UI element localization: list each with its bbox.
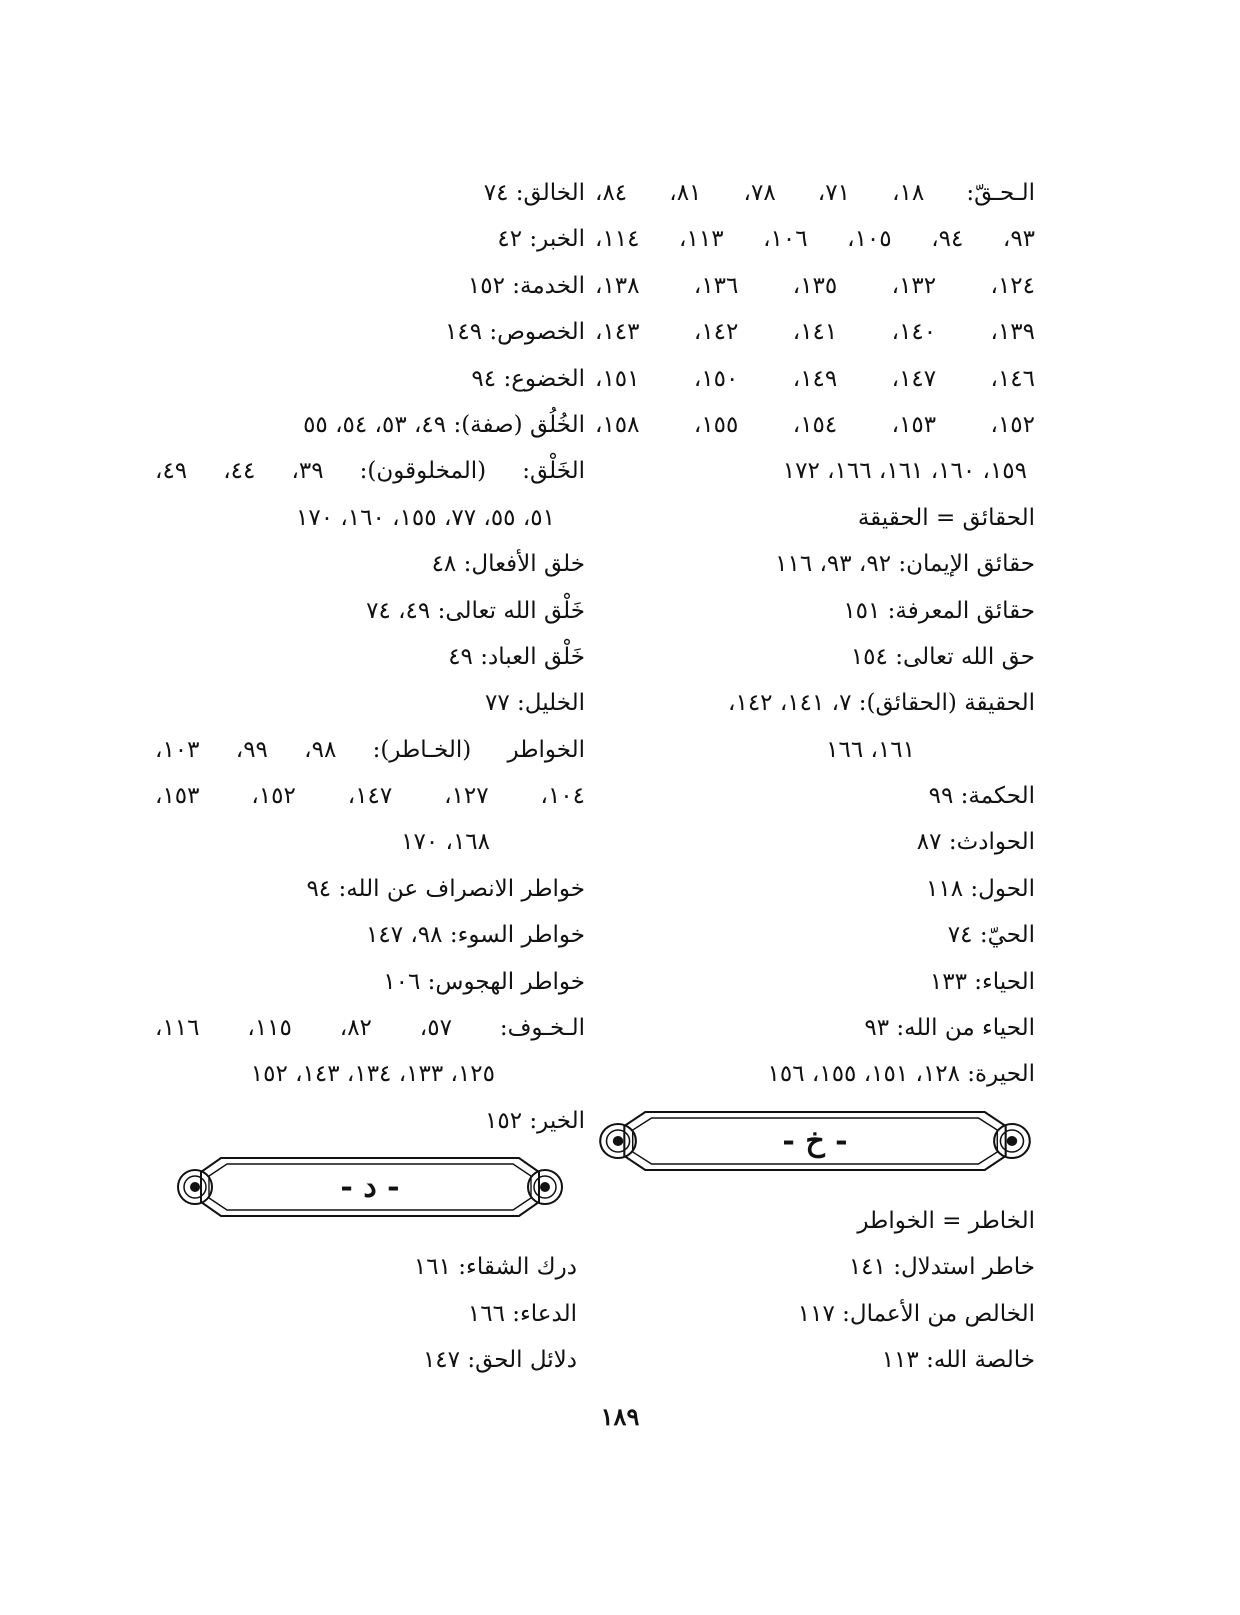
index-entry: الخبر: ٤٢ xyxy=(497,226,585,253)
page-number: ١٨٩ xyxy=(600,1402,640,1431)
index-entry: الخالق: ٧٤ xyxy=(483,180,585,206)
index-entry: الحوادث: ٨٧ xyxy=(916,829,1035,856)
index-entry: الخير: ١٥٢ xyxy=(485,1107,585,1134)
index-entry: الدعاء: ١٦٦ xyxy=(467,1300,577,1327)
index-entry: خَلْق العباد: ٤٩ xyxy=(448,643,585,670)
index-entry: خالصة الله: ١١٣ xyxy=(881,1346,1035,1373)
index-entry-continuation: ١٢٥، ١٣٣، ١٣٤، ١٤٣، ١٥٢ xyxy=(250,1061,495,1088)
left-column xyxy=(155,170,585,1383)
index-entry: الحول: ١١٨ xyxy=(926,875,1035,902)
index-entry: الـخـوف: ٥٧، ٨٢، ١١٥، ١١٦، xyxy=(155,1015,585,1042)
right-column xyxy=(595,170,1035,1383)
index-entry: الحيّ: ٧٤ xyxy=(947,922,1035,949)
index-entry: خلق الأفعال: ٤٨ xyxy=(431,551,585,578)
index-entry: الحيرة: ١٢٨، ١٥١، ١٥٥، ١٥٦ xyxy=(767,1061,1035,1088)
index-entry: حقائق الإيمان: ٩٢، ٩٣، ١١٦ xyxy=(775,551,1035,578)
index-entry: خواطر السوء: ٩٨، ١٤٧ xyxy=(366,922,585,949)
index-entry-continuation: ٩٣، ٩٤، ١٠٥، ١٠٦، ١١٣، ١١٤، xyxy=(595,226,1035,253)
index-entry: الحياء: ١٣٣ xyxy=(929,968,1035,995)
index-entry: خَلْق الله تعالى: ٤٩، ٧٤ xyxy=(366,597,585,624)
index-entry: الخصوص: ١٤٩ xyxy=(444,319,585,346)
section-header-banner xyxy=(175,1152,565,1222)
index-entry: الخواطر (الخـاطر): ٩٨، ٩٩، ١٠٣، xyxy=(155,736,585,763)
index-entry-continuation: ١٠٤، ١٢٧، ١٤٧، ١٥٢، ١٥٣، xyxy=(155,783,585,810)
index-entry-continuation: ٥١، ٥٥، ٧٧، ١٥٥، ١٦٠، ١٧٠ xyxy=(295,504,555,531)
index-entry-continuation: ١٦١، ١٦٦ xyxy=(826,736,915,763)
index-entry: خواطر الانصراف عن الله: ٩٤ xyxy=(306,875,585,902)
index-entry: الحياء من الله: ٩٣ xyxy=(864,1015,1035,1042)
index-entry: الخُلُق (صفة): ٤٩، ٥٣، ٥٤، ٥٥ xyxy=(303,411,585,438)
index-entry: الخليل: ٧٧ xyxy=(485,690,585,717)
index-entry: الخاطر = الخواطر xyxy=(857,1207,1035,1234)
index-entry: حقائق المعرفة: ١٥١ xyxy=(843,597,1035,624)
index-entry: الحكمة: ٩٩ xyxy=(928,783,1035,810)
index-entry-continuation: ١٢٤، ١٣٢، ١٣٥، ١٣٦، ١٣٨، xyxy=(595,272,1035,299)
section-letter: - خ - xyxy=(782,1123,848,1159)
index-entry: الخالص من الأعمال: ١١٧ xyxy=(797,1300,1035,1327)
index-entry: الخضوع: ٩٤ xyxy=(471,365,585,392)
index-entry-continuation: ١٣٩، ١٤٠، ١٤١، ١٤٢، ١٤٣، xyxy=(595,319,1035,346)
index-entry-continuation: ١٦٨، ١٧٠ xyxy=(401,829,490,856)
index-entry: درك الشقاء: ١٦١ xyxy=(413,1254,577,1281)
index-entry-continuation: ١٥٢، ١٥٣، ١٥٤، ١٥٥، ١٥٨، xyxy=(595,411,1035,438)
index-entry: حق الله تعالى: ١٥٤ xyxy=(850,643,1035,670)
section-letter: - د - xyxy=(340,1169,400,1205)
index-entry: الحقيقة (الحقائق): ٧، ١٤١، ١٤٢، xyxy=(728,690,1035,717)
index-entry-continuation: ١٤٦، ١٤٧، ١٤٩، ١٥٠، ١٥١، xyxy=(595,365,1035,392)
index-entry: الحقائق = الحقيقة xyxy=(857,504,1035,531)
index-entry: خاطر استدلال: ١٤١ xyxy=(848,1254,1035,1281)
index-entry: الخدمة: ١٥٢ xyxy=(467,272,585,299)
index-entry: الـحـقّ: ١٨، ٧١، ٧٨، ٨١، ٨٤، xyxy=(595,180,1035,206)
index-entry: دلائل الحق: ١٤٧ xyxy=(422,1346,577,1373)
section-header-banner xyxy=(595,1106,1035,1176)
index-entry: الخَلْق: (المخلوقون): ٣٩، ٤٤، ٤٩، xyxy=(155,458,585,485)
index-entry: خواطر الهجوس: ١٠٦ xyxy=(383,968,585,995)
index-entry-continuation: ١٥٩، ١٦٠، ١٦١، ١٦٦، ١٧٢ xyxy=(782,458,1027,485)
